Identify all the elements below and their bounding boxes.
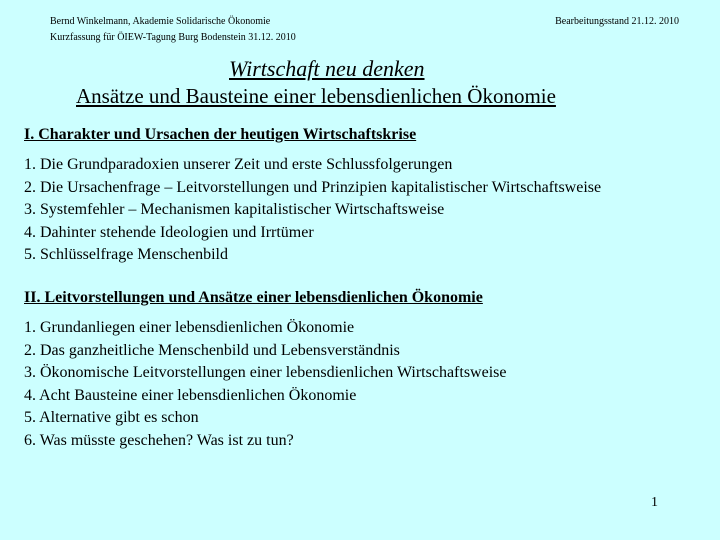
list-item: 5. Schlüsselfrage Menschenbild [24,246,228,263]
page-number: 1 [651,495,658,510]
section-2-list [24,317,506,452]
list-item: 6. Was müsste geschehen? Was ist zu tun? [24,431,294,449]
list-item: 4. Dahinter stehende Ideologien und Irrtümer [24,223,314,241]
slide-title: Wirtschaft neu denken [229,56,425,81]
list-item: 2. Die Ursachenfrage – Leitvorstellungen und Prinzipien kapitalistischer Wirtschaftsweise [24,178,602,196]
header-author: Bernd Winkelmann, Akademie Solidarische Ökonomie [50,16,271,27]
list-item: 5. Alternative gibt es schon [24,409,199,426]
header-status: Bearbeitungsstand 21.12. 2010 [555,16,679,27]
header-source: Kurzfassung für ÖIEW-Tagung Burg Bodenstein 31.12. 2010 [50,32,296,43]
list-item: 1. Grundanliegen einer lebensdienlichen Ökonomie [24,319,355,336]
list-item: 4. Acht Bausteine einer lebensdienlichen Ökonomie [24,386,357,404]
slide-subtitle: Ansätze und Bausteine einer lebensdienlichen Ökonomie [76,84,556,108]
list-item: 3. Systemfehler – Mechanismen kapitalistischer Wirtschaftsweise [24,201,445,218]
section-2-heading: II. Leitvorstellungen und Ansätze einer lebensdienlichen Ökonomie [24,289,483,306]
list-item: 3. Ökonomische Leitvorstellungen einer lebensdienlichen Wirtschaftsweise [24,364,507,381]
list-item: 2. Das ganzheitliche Menschenbild und Lebensverständnis [24,341,400,359]
section-1-list [24,154,601,267]
list-item: 1. Die Grundparadoxien unserer Zeit und erste Schlussfolgerungen [24,156,453,173]
header-left [50,14,296,46]
section-1-heading: I. Charakter und Ursachen der heutigen Wirtschaftskrise [24,126,417,143]
